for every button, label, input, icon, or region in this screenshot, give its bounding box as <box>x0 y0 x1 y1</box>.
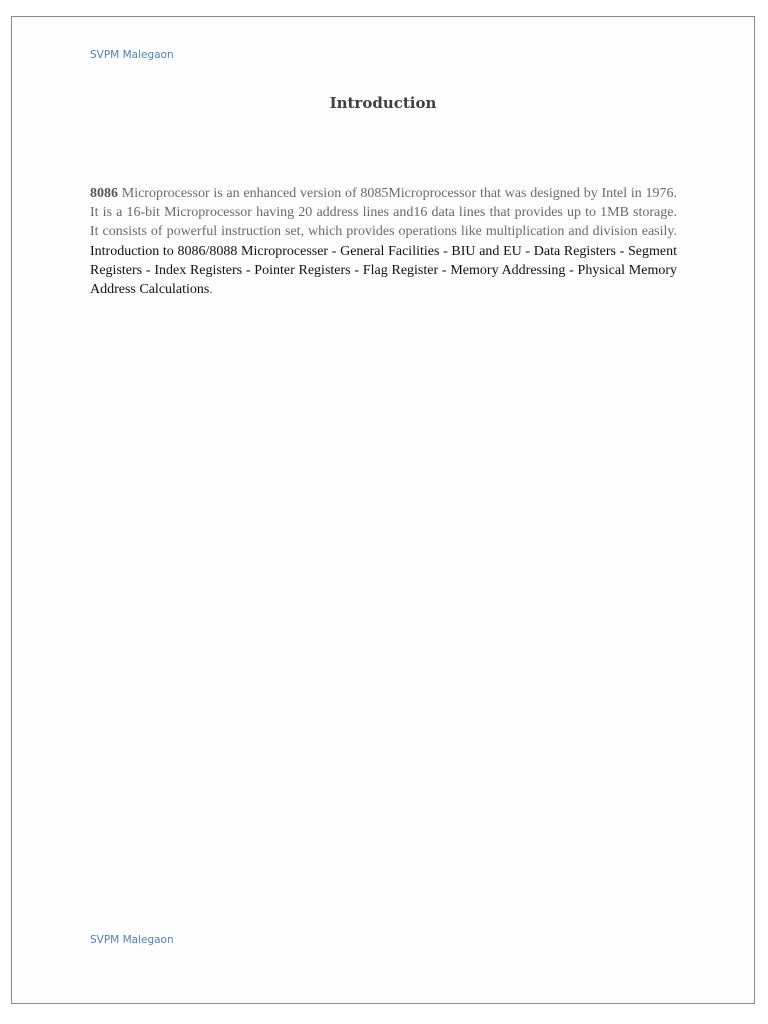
lead-term: 8086 <box>90 186 118 201</box>
paragraph-body: Microprocessor is an enhanced version of 8085Microprocessor that was designed by Intel in 1976. It is a 16-bit Microprocessor having 20 address lines and16 data lines that provides up to 1MB storage. It consists of powerful instruction set, which provides operations like multiplication and division easily. <box>90 186 677 240</box>
document-page <box>11 16 755 1004</box>
topics-list: Introduction to 8086/8088 Microprocesser - General Facilities - BIU and EU - Data Registers - Segment Registers - Index Registers - Pointer Registers - Flag Register - Memory Addressing - Physical Memory Address Calculations <box>90 243 677 298</box>
page-footer: SVPM Malegaon <box>90 934 174 946</box>
body-paragraph <box>90 184 677 299</box>
paragraph-end: . <box>209 282 213 298</box>
page-header: SVPM Malegaon <box>90 49 174 61</box>
page-title: Introduction <box>329 94 437 112</box>
